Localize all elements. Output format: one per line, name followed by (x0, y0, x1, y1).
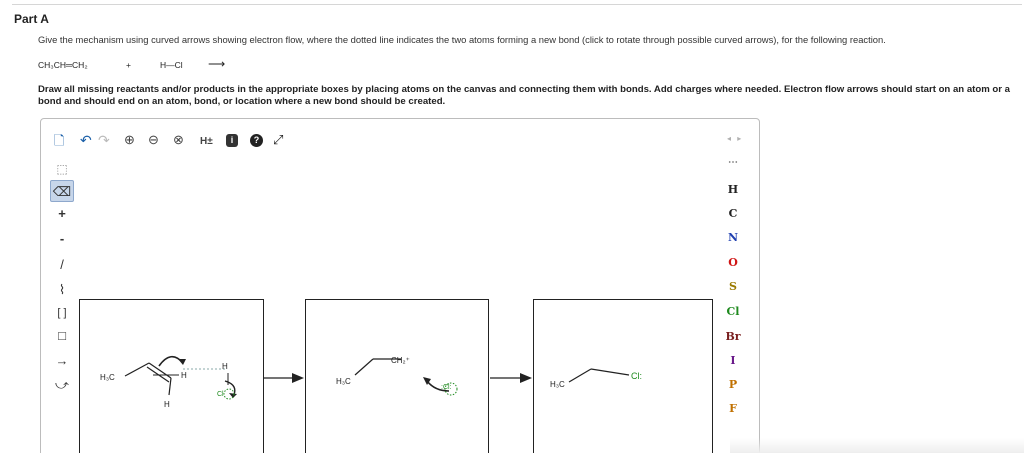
element-n-button[interactable]: N (727, 231, 739, 244)
box2-ch2-cation-label: CH₂⁺ (391, 356, 410, 365)
curved-arrow-tool-icon[interactable]: ⤻ (55, 377, 69, 392)
hydrogen-toggle-button[interactable]: H± (200, 136, 213, 147)
zoom-out-icon[interactable]: ⊖ (148, 132, 159, 147)
ring-tool-icon[interactable]: □ (58, 328, 66, 343)
element-cl-button[interactable]: Cl (726, 305, 740, 318)
bottom-fade (730, 438, 1024, 453)
box3-h3c-label: H₃C (550, 380, 565, 389)
element-c-button[interactable]: C (728, 207, 738, 220)
intermediate-structure (305, 299, 489, 453)
element-h-button[interactable]: H (727, 183, 739, 196)
info-icon[interactable]: i (226, 134, 238, 147)
positive-charge-tool[interactable]: + (58, 206, 66, 221)
element-br-button[interactable]: Br (725, 330, 741, 343)
question-text: Give the mechanism using curved arrows showing electron flow, where the dotted line indicates the two atoms forming a new bond (click to rotate through possible curved arrows), for the following reaction. (38, 34, 886, 45)
periodic-table-icon[interactable]: ⋯ (728, 157, 738, 168)
undo-icon[interactable]: ↶ (80, 132, 92, 148)
box2-h3c-label: H₃C (336, 377, 351, 386)
instructions-text: Draw all missing reactants and/or products in the appropriate boxes by placing atoms on the canvas and connecting them with bonds. Add charges where needed. Electron flow arrows should start on an atom or a bond and should end on an atom, bond, or location where a new bond should be created. (38, 84, 1010, 107)
scroll-arrows-icon[interactable]: ◂ ▸ (727, 134, 744, 143)
eraser-tool-icon[interactable]: ⌫ (50, 180, 74, 202)
box3-cl-label: Cl: (631, 371, 642, 381)
zoom-in-icon[interactable]: ⊕ (124, 132, 135, 147)
box1-cl-label: Cl (217, 391, 224, 398)
reactant-propene: CH₃CH═CH₂ (38, 60, 88, 70)
product-structure (533, 299, 713, 453)
box2-chloride-label: :Cl: (441, 384, 452, 391)
reaction-plus: + (126, 60, 131, 70)
reaction-equation (38, 57, 258, 74)
reaction-step-arrow-2 (490, 372, 534, 384)
part-title: Part A (14, 12, 49, 26)
box1-h-bottom-label: H (164, 400, 170, 409)
negative-charge-tool[interactable]: - (59, 231, 65, 246)
help-icon[interactable]: ? (250, 134, 263, 147)
bond-tool-icon[interactable]: / (60, 257, 64, 272)
element-s-button[interactable]: S (729, 280, 737, 293)
element-i-button[interactable]: I (730, 354, 736, 367)
element-o-button[interactable]: O (728, 256, 738, 269)
element-p-button[interactable]: P (728, 378, 738, 391)
expand-icon[interactable]: ⤢ (273, 132, 284, 147)
box1-h-label: H (181, 371, 187, 380)
reactant-hcl: H—Cl (160, 60, 183, 70)
redo-icon[interactable]: ↷ (98, 132, 110, 148)
new-document-icon[interactable]: 🗋 (54, 133, 65, 148)
reaction-arrow-icon: ⟶ (208, 57, 226, 71)
top-divider (12, 4, 1022, 5)
template-tool-icon[interactable]: [ ] (57, 307, 67, 319)
element-f-button[interactable]: F (729, 402, 737, 415)
zoom-reset-icon[interactable]: ⊗ (173, 132, 184, 147)
reaction-arrow-tool-icon[interactable]: → (55, 353, 69, 368)
box1-hcl-h-label: H (222, 362, 228, 371)
reaction-step-arrow-1 (264, 372, 306, 384)
box1-h3c-label: H₃C (100, 373, 115, 382)
select-tool-icon[interactable]: ⬚ (56, 162, 68, 176)
chain-tool-icon[interactable]: ⌇ (58, 282, 66, 297)
